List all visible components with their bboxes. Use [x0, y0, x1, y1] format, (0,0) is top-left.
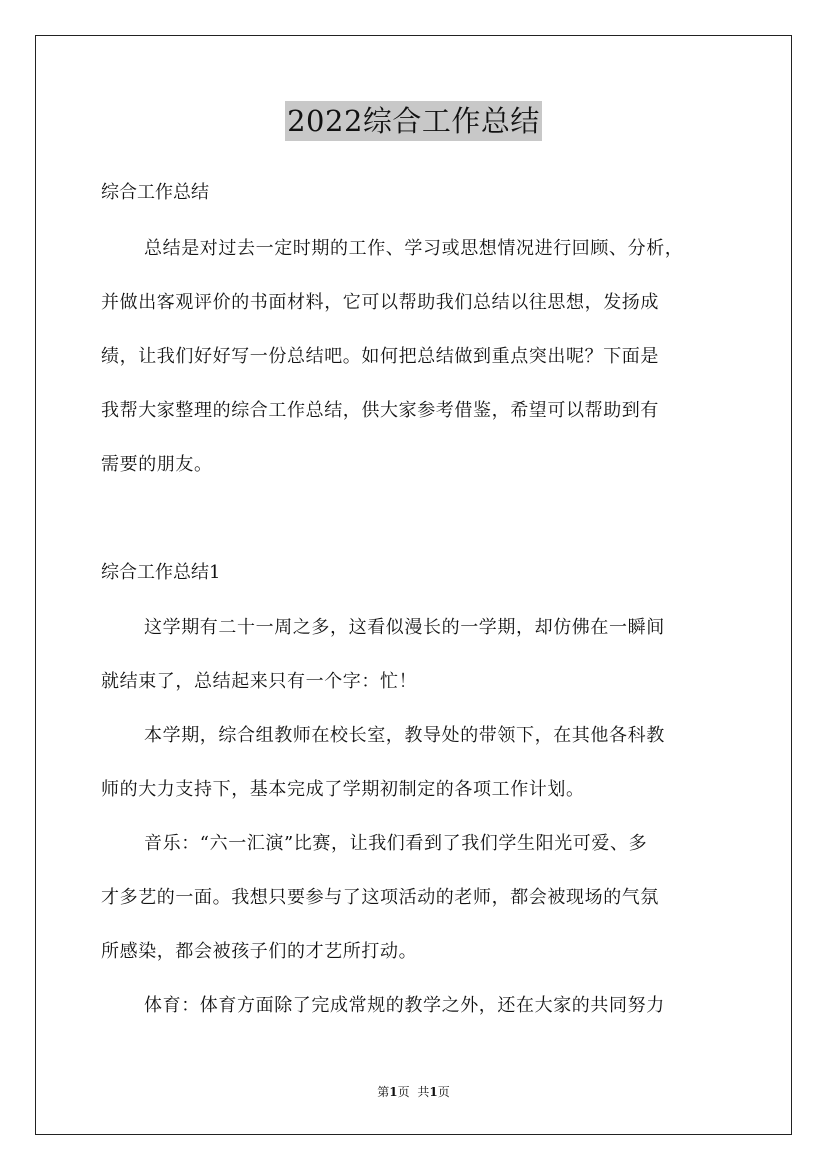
- section1-line-8: 体育：体育方面除了完成常规的教学之外，还在大家的共同努力: [144, 995, 665, 1016]
- footer-total-suffix: 页: [437, 1085, 450, 1099]
- section1-line-1: 这学期有二十一周之多，这看似漫长的一学期，却仿佛在一瞬间: [144, 617, 665, 638]
- footer-page-prefix: 第: [377, 1085, 390, 1099]
- intro-heading: 综合工作总结: [101, 182, 209, 203]
- section1-line-3: 本学期，综合组教师在校长室，教导处的带领下，在其他各科教: [144, 725, 665, 746]
- section1-line-6: 才多艺的一面。我想只要参与了这项活动的老师，都会被现场的气氛: [101, 887, 659, 908]
- intro-line-5: 需要的朋友。: [101, 454, 213, 475]
- intro-line-3: 绩，让我们好好写一份总结吧。如何把总结做到重点突出呢？下面是: [101, 346, 659, 367]
- footer-total-pages: 1: [429, 1085, 438, 1099]
- footer-page-number: 1: [389, 1085, 398, 1099]
- intro-line-2: 并做出客观评价的书面材料，它可以帮助我们总结以往思想，发扬成: [101, 292, 659, 313]
- section1-line-5: 音乐：“六一汇演”比赛，让我们看到了我们学生阳光可爱、多: [144, 833, 648, 854]
- intro-line-1: 总结是对过去一定时期的工作、学习或思想情况进行回顾、分析，: [144, 238, 684, 259]
- footer-total-prefix: 共: [417, 1085, 430, 1099]
- section1-line-4: 师的大力支持下，基本完成了学期初制定的各项工作计划。: [101, 779, 585, 800]
- document-title: 2022综合工作总结: [285, 101, 542, 141]
- section1-line-7: 所感染，都会被孩子们的才艺所打动。: [101, 941, 418, 962]
- page-footer: [0, 1084, 827, 1100]
- intro-line-4: 我帮大家整理的综合工作总结，供大家参考借鉴，希望可以帮助到有: [101, 400, 659, 421]
- footer-page-suffix: 页: [397, 1085, 410, 1099]
- section1-line-2: 就结束了，总结起来只有一个字：忙！: [101, 671, 418, 692]
- section1-heading: 综合工作总结1: [101, 562, 221, 583]
- title-container: [0, 101, 827, 141]
